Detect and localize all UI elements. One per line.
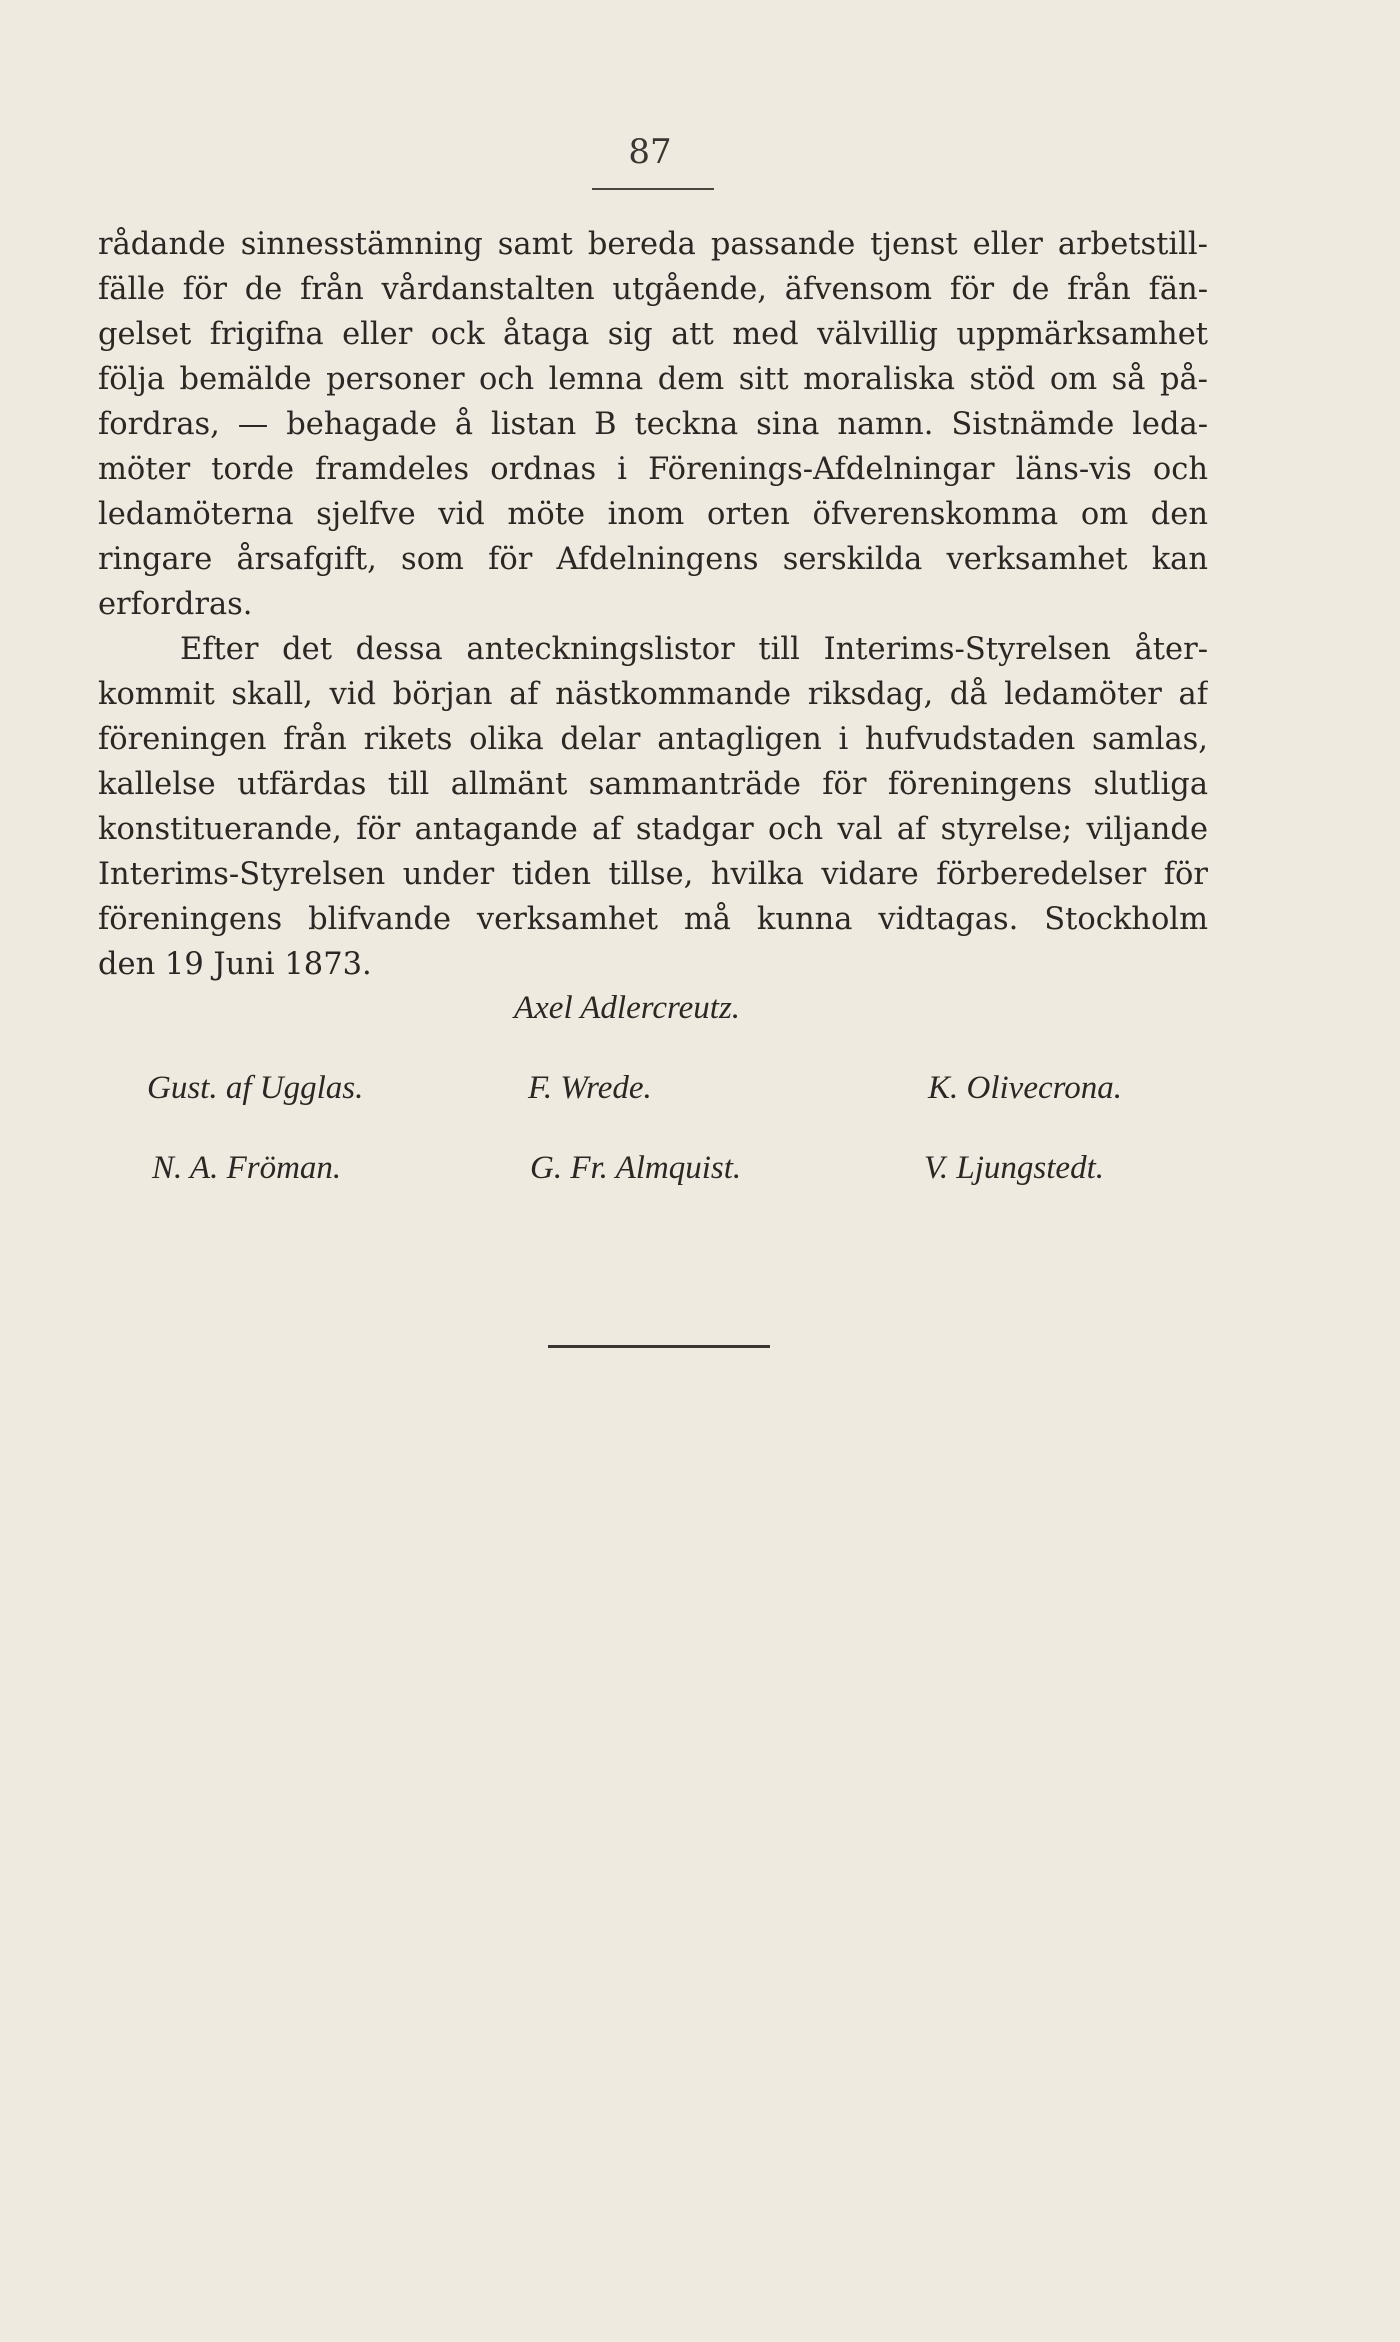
signature: V. Ljungstedt. [924, 1150, 1105, 1186]
text-line: föreningens blifvande verksamhet må kunna vidtagas. Stockholm [98, 902, 1208, 937]
signature: F. Wrede. [528, 1070, 652, 1106]
text-line: kallelse utfärdas till allmänt sammanträde för föreningens slutliga [98, 767, 1208, 802]
text-line-paragraph-start: Efter det dessa anteckningslistor till Interims-Styrelsen åter- [180, 632, 1208, 667]
text-line: kommit skall, vid början af nästkommande riksdag, då ledamöter af [98, 677, 1208, 712]
text-line: konstituerande, för antagande af stadgar och val af styrelse; viljande [98, 812, 1208, 847]
signature: G. Fr. Almquist. [530, 1150, 742, 1186]
text-line: ledamöterna sjelfve vid möte inom orten öfverenskomma om den [98, 497, 1208, 532]
text-line: Interims-Styrelsen under tiden tillse, hvilka vidare förberedelser för [98, 857, 1208, 892]
signature: Gust. af Ugglas. [147, 1070, 364, 1106]
signature-lead: Axel Adlercreutz. [514, 990, 741, 1026]
signature: N. A. Fröman. [152, 1150, 342, 1186]
text-line: rådande sinnesstämning samt bereda passande tjenst eller arbetstill- [98, 227, 1208, 262]
text-line: gelset frigifna eller ock åtaga sig att med välvillig uppmärksamhet [98, 317, 1208, 352]
page-number: 87 [628, 132, 672, 172]
text-line: möter torde framdeles ordnas i Förenings-Afdelningar läns-vis och [98, 452, 1208, 487]
page-number-rule [592, 188, 714, 190]
text-line: erfordras. [98, 587, 253, 622]
text-line: fordras, — behagade å listan B teckna sina namn. Sistnämde leda- [98, 407, 1208, 442]
text-line: följa bemälde personer och lemna dem sitt moraliska stöd om så på- [98, 362, 1208, 397]
text-line: föreningen från rikets olika delar antagligen i hufvudstaden samlas, [98, 722, 1208, 757]
text-line: fälle för de från vårdanstalten utgående, äfvensom för de från fän- [98, 272, 1208, 307]
signature: K. Olivecrona. [928, 1070, 1122, 1106]
body-text [98, 222, 1208, 987]
end-rule [548, 1345, 770, 1348]
text-line: ringare årsafgift, som för Afdelningens serskilda verksamhet kan [98, 542, 1208, 577]
text-line: den 19 Juni 1873. [98, 947, 372, 982]
